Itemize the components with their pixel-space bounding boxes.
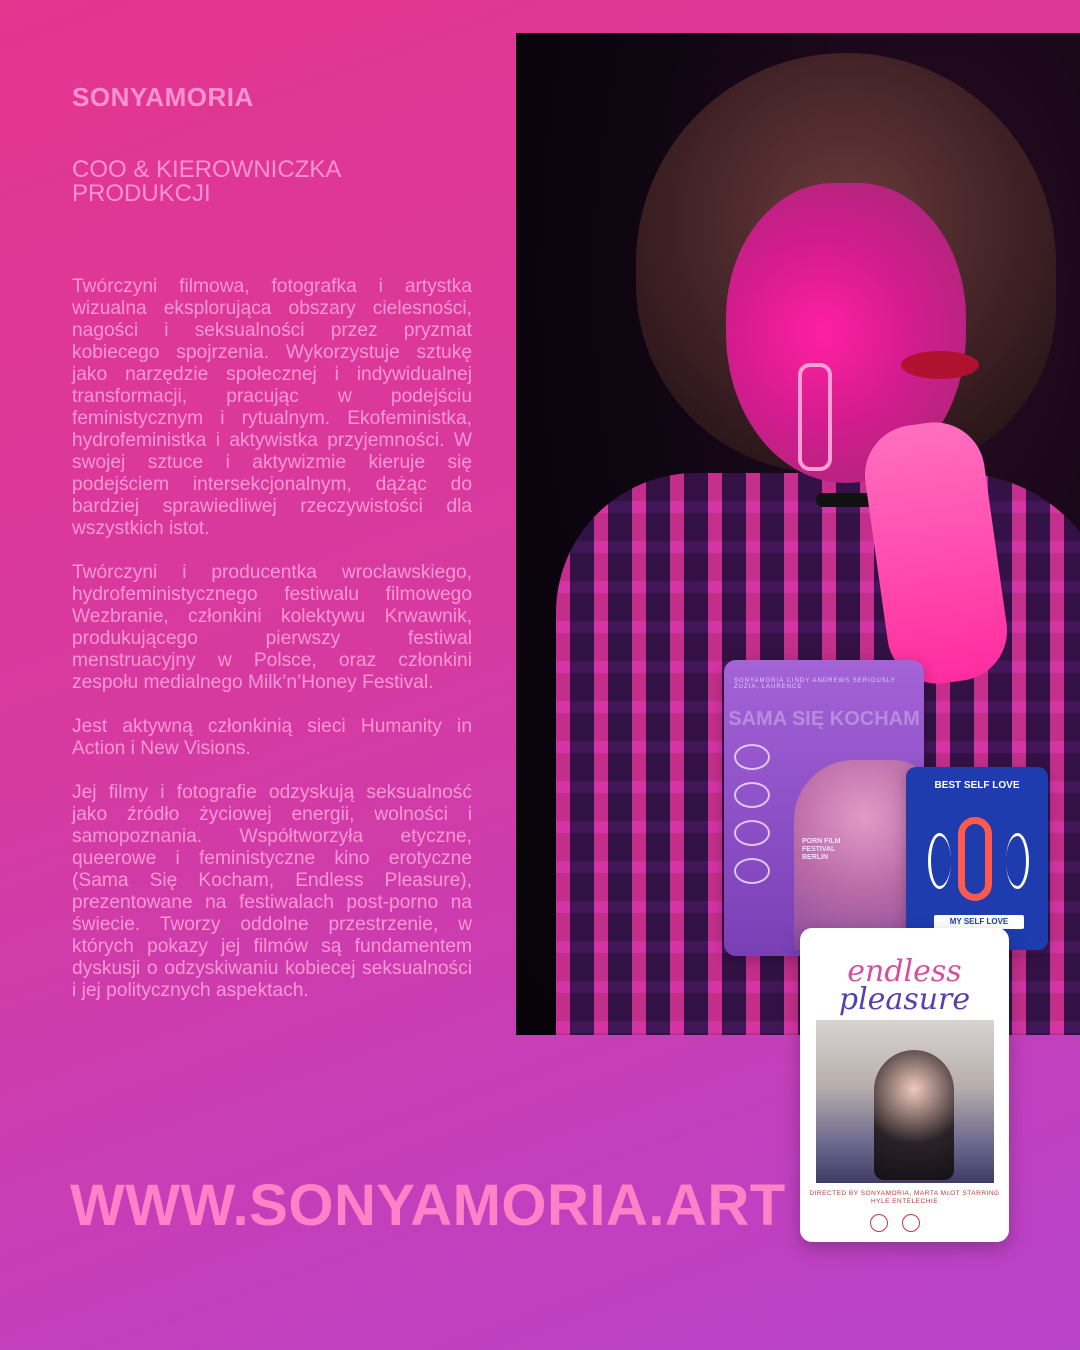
festival-logos bbox=[870, 1214, 930, 1237]
festival-logo-icon bbox=[870, 1214, 888, 1232]
laurel-icon bbox=[734, 782, 770, 808]
bio-paragraph-1: Twórczyni filmowa, fotografka i artystka wizualna eksplorująca obszary cielesności, nagości i seksualności przez pryzmat kobiecego spojrzenia. Wykorzystuje sztukę jako narzędzie społecznej i indywidualnej transformacji, pracując w podejściu feministycznym i rytualnym. Ekofeministka, hydrofeministka i aktywistka przyjemności. W swojej sztuce i aktywizmie kieruje się podejściem intersekcjonalnym, dążąc do bardziej sprawiedliwej rzeczywistości dla wszystkich istot. bbox=[72, 276, 472, 539]
festival-logo-icon bbox=[902, 1214, 920, 1232]
bio-paragraph-2: Twórczyni i producentka wrocławskiego, hydrofeministycznego festiwalu filmowego Wezbranie, członkini kolektywu Krwawnik, produkującego pierwszy festiwal menstruacyjny w Polsce, oraz członkini zespołu medialnego Milk’n’Honey Festival. bbox=[72, 562, 472, 693]
laurel-icon bbox=[734, 858, 770, 884]
poster-endless-pleasure bbox=[800, 928, 1009, 1242]
name-heading: SONYAMORIA bbox=[72, 82, 254, 112]
poster2-caption: DIRECTED BY SONYAMORIA, MARTA McOT STARRING HYLE ENTELECHIE bbox=[809, 1190, 1000, 1205]
poster2-title-line2: pleasure bbox=[838, 982, 971, 1017]
badge-plate: MY SELF LOVE bbox=[934, 915, 1024, 929]
bio-paragraph-4: Jej filmy i fotografie odzyskują seksualność jako źródło życiowej energii, wolności i samopoznania. Współtworzyła etyczne, queerowe i feministyczne kino erotyczne (Sama Się Kocham, Endless Pleasure), prezentowane na festiwalach post-porno na świecie. Tworzy oddolne przestrzenie, w których pokazy jej filmów są fundamentem dyskusji o odzyskiwaniu kobiecej seksualności i jej politycznych aspektach. bbox=[72, 782, 472, 1001]
poster-credits: SONYAMORIA CINDY ANDREWS SERIOUSLY ZUZIA, LAURENCE bbox=[734, 678, 896, 690]
poster2-image bbox=[816, 1020, 994, 1183]
badge-number-icon bbox=[958, 817, 992, 901]
poster-title: SAMA SIĘ KOCHAM bbox=[728, 708, 920, 730]
bio-paragraph-3: Jest aktywną członkinią sieci Humanity in Action i New Visions. bbox=[72, 716, 472, 759]
poster-festival: PORN FILM FESTIVAL BERLIN bbox=[802, 838, 841, 861]
website-url[interactable]: WWW.SONYAMORIA.ART bbox=[70, 1173, 786, 1238]
laurel-right-icon bbox=[1006, 833, 1029, 889]
poster2-person bbox=[874, 1050, 954, 1180]
role-heading: COO & KIEROWNICZKA PRODUKCJI bbox=[72, 156, 341, 207]
bio-text bbox=[72, 276, 472, 1024]
award-badge bbox=[906, 767, 1048, 950]
earring-shape bbox=[798, 363, 832, 471]
laurel-icon bbox=[734, 820, 770, 846]
laurel-icon bbox=[734, 744, 770, 770]
poster2-title-line1: endless bbox=[847, 954, 962, 989]
poster-sama-sie-kocham bbox=[724, 660, 924, 956]
lips-shape bbox=[901, 351, 979, 379]
laurel-left-icon bbox=[928, 833, 951, 889]
laurel-icons bbox=[734, 744, 770, 896]
badge-title: BEST SELF LOVE bbox=[934, 780, 1020, 791]
